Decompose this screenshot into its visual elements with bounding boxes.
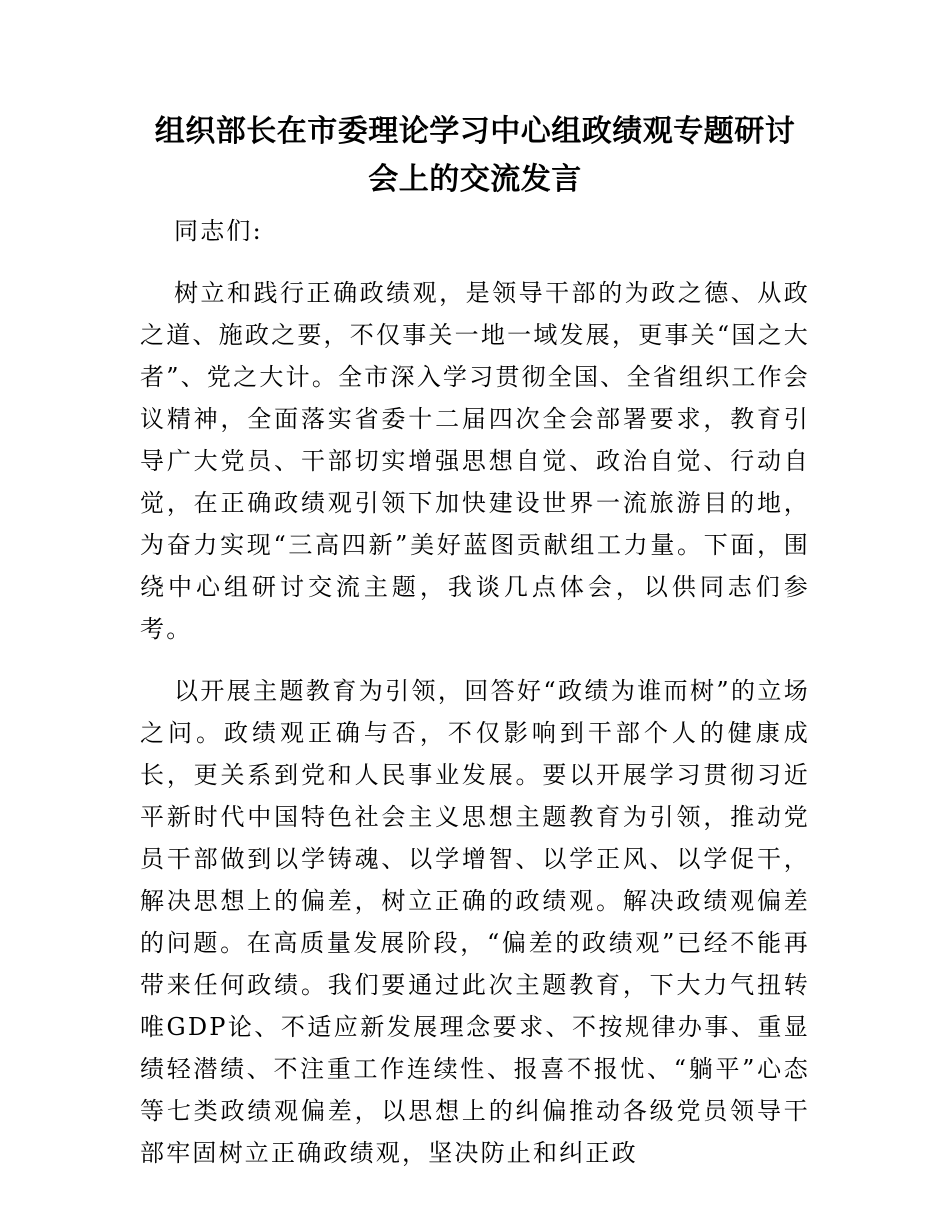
document-title: 组织部长在市委理论学习中心组政绩观专题研讨会上的交流发言 bbox=[154, 114, 796, 197]
salutation: 同志们: bbox=[174, 217, 263, 245]
document-page bbox=[140, 108, 810, 1174]
body-paragraph-1: 树立和践行正确政绩观，是领导干部的为政之德、从政之道、施政之要，不仅事关一地一域发展，更事关“国之大者”、党之大计。全市深入学习贯彻全国、全省组织工作会议精神，全面落实省委十二届四次全会部署要求，教育引导广大党员、干部切实增强思想自觉、政治自觉、行动自觉，在正确政绩观引领下加快建设世界一流旅游目的地，为奋力实现“三高四新”美好蓝图贡献组工力量。下面，围绕中心组研讨交流主题，我谈几点体会，以供同志们参考。 bbox=[140, 279, 810, 643]
body-paragraph-2: 以开展主题教育为引领，回答好“政绩为谁而树”的立场之问。政绩观正确与否，不仅影响到干部个人的健康成长，更关系到党和人民事业发展。要以开展学习贯彻习近平新时代中国特色社会主义思想主题教育为引领，推动党员干部做到以学铸魂、以学增智、以学正风、以学促干，解决思想上的偏差，树立正确的政绩观。解决政绩观偏差的问题。在高质量发展阶段，“偏差的政绩观”已经不能再带来任何政绩。我们要通过此次主题教育，下大力气扭转唯GDP论、不适应新发展理念要求、不按规律办事、重显绩轻潜绩、不注重工作连续性、报喜不报忧、“躺平”心态等七类政绩观偏差，以思想上的纠偏推动各级党员领导干部牢固树立正确政绩观，坚决防止和纠正政 bbox=[140, 677, 810, 1167]
